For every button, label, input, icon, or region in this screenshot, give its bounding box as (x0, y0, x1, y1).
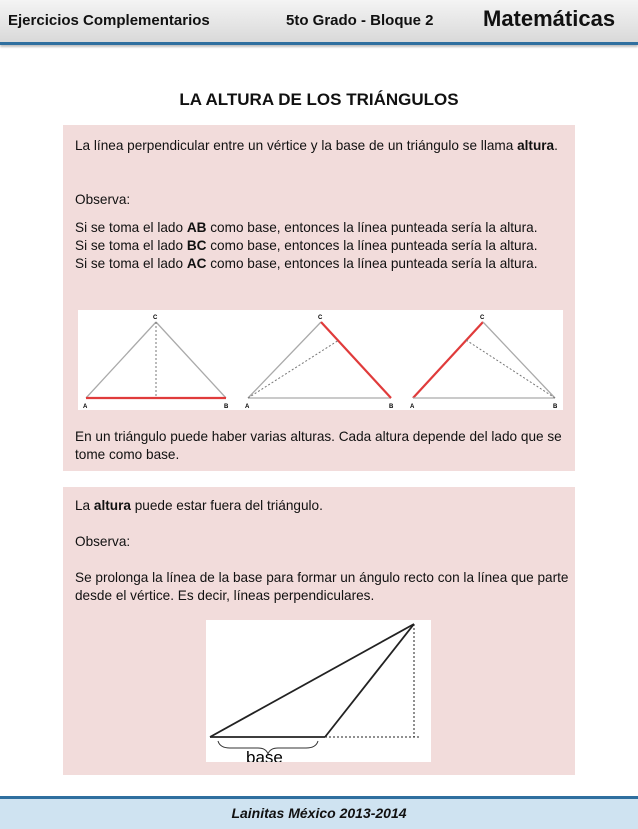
long-side (210, 624, 414, 737)
side-ab: AB (186, 220, 207, 235)
side-bc-line (75, 237, 569, 255)
vertex-c-label: C (153, 315, 158, 321)
triangles-diagram (78, 310, 563, 410)
highlighted-base (321, 322, 391, 398)
term-altura: altura (93, 498, 131, 513)
line-prefix: Si se toma el lado (75, 256, 187, 271)
observa-label: Observa: (75, 534, 131, 549)
height-line (248, 340, 339, 398)
short-side (325, 624, 414, 737)
page-title: LA ALTURA DE LOS TRIÁNGULOS (179, 90, 459, 109)
line-prefix: Si se toma el lado (75, 220, 187, 235)
page-footer (0, 796, 638, 829)
header-series: Ejercicios Complementarios (8, 12, 210, 29)
intro-prefix: La (75, 498, 94, 513)
section-altura-definition (63, 125, 575, 471)
vertex-b-label: B (389, 404, 394, 410)
line-prefix: Si se toma el lado (75, 238, 187, 253)
height-line (466, 340, 555, 398)
conclusion-text: En un triángulo puede haber varias alturas. Cada altura depende del lado que se tome como base. (75, 429, 562, 462)
footer-text: Lainitas México 2013-2014 (231, 805, 407, 821)
highlighted-base (413, 322, 483, 398)
obtuse-triangle-figure (206, 620, 431, 762)
base-label: base (246, 748, 283, 762)
vertex-a-label: A (245, 404, 250, 410)
line-suffix: como base, entonces la línea punteada sería la altura. (206, 256, 538, 271)
triangle-base-ab (83, 315, 229, 410)
side-ac: AC (186, 256, 207, 271)
observa-label: Observa: (75, 192, 131, 207)
section-altura-exterior (63, 487, 575, 775)
intro-suffix: puede estar fuera del triángulo. (130, 498, 323, 513)
term-altura: altura (517, 138, 555, 153)
definition-text (75, 137, 569, 155)
header-grade: 5to Grado - Bloque 2 (286, 12, 434, 29)
vertex-c-label: C (318, 315, 323, 321)
side-bc: BC (186, 238, 207, 253)
extension-text: Se prolonga la línea de la base para formar un ángulo recto con la línea que parte desde el vértice. Es decir, líneas perpendiculares. (75, 570, 569, 603)
triangle-base-bc (245, 315, 394, 410)
definition-text-start: La línea perpendicular entre un vértice y la base de un triángulo se llama (75, 138, 514, 153)
vertex-b-label: B (224, 404, 229, 410)
line-suffix: como base, entonces la línea punteada sería la altura. (206, 238, 538, 253)
vertex-a-label: A (83, 404, 88, 410)
triangle-base-ac (410, 315, 558, 410)
header-subject: Matemáticas (483, 6, 616, 31)
vertex-c-label: C (480, 315, 485, 321)
vertex-b-label: B (553, 404, 558, 410)
line-suffix: como base, entonces la línea punteada sería la altura. (206, 220, 538, 235)
definition-text-end: . (554, 138, 558, 153)
obtuse-triangle-diagram (206, 620, 431, 762)
side-ac-line (75, 255, 569, 273)
exterior-intro (75, 497, 569, 515)
vertex-a-label: A (410, 404, 415, 410)
page-header (0, 0, 638, 45)
side-ab-line (75, 219, 569, 237)
triangles-figure (78, 310, 563, 410)
